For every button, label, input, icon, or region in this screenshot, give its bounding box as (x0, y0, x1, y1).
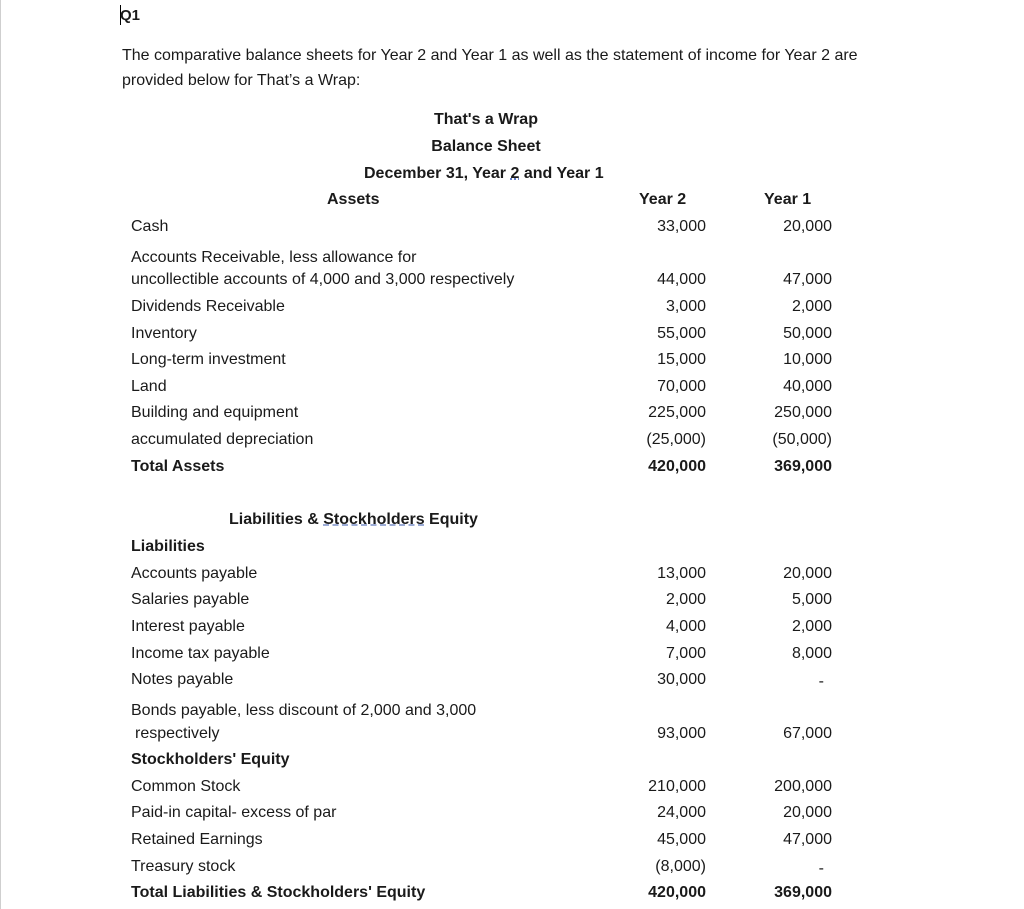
col-header-year2: Year 2 (639, 191, 687, 208)
asset-y2-cash: 33,000 (657, 218, 706, 235)
liab-label-bonds-line1: Bonds payable, less discount of 2,000 and 3,000 (131, 702, 477, 719)
equity-y2-common: 210,000 (648, 778, 706, 795)
equity-y2-paidin: 24,000 (657, 804, 706, 821)
liab-y1-bonds: 67,000 (783, 725, 832, 742)
equity-label-retained: Retained Earnings (131, 831, 263, 848)
asset-label-inventory: Inventory (131, 325, 197, 342)
asset-label-ar-line2: uncollectible accounts of 4,000 and 3,000 respectively (131, 271, 515, 288)
asset-y2-building: 225,000 (648, 404, 706, 421)
page-left-edge (0, 0, 1, 909)
total-le-y1: 369,000 (774, 884, 832, 901)
asset-y1-depreciation: (50,000) (772, 431, 832, 448)
liab-y1-interest: 2,000 (791, 618, 832, 635)
total-assets-y2: 420,000 (648, 458, 706, 475)
liab-y2-incometax: 7,000 (665, 645, 706, 662)
liabilities-equity-heading (229, 510, 478, 530)
liabilities-heading: Liabilities (131, 538, 205, 555)
asset-y1-cash: 20,000 (783, 218, 832, 235)
col-header-year1: Year 1 (764, 191, 812, 208)
total-assets-y1: 369,000 (774, 458, 832, 475)
liab-label-bonds-line2: respectively (135, 725, 220, 742)
liab-y2-salaries: 2,000 (665, 591, 706, 608)
liab-y2-bonds: 93,000 (657, 725, 706, 742)
date-suffix: and Year 1 (519, 165, 604, 182)
le-heading-underlined: Stockholders (323, 511, 425, 528)
liab-y2-ap: 13,000 (657, 565, 706, 582)
asset-y2-inventory: 55,000 (657, 325, 706, 342)
equity-label-treasury: Treasury stock (131, 858, 236, 875)
equity-label-common: Common Stock (131, 778, 241, 795)
le-heading-suffix: Equity (424, 511, 478, 528)
liab-y1-incometax: 8,000 (791, 645, 832, 662)
date-year-number: 2 (510, 165, 520, 182)
total-assets-label: Total Assets (131, 458, 225, 475)
equity-label-paidin: Paid-in capital- excess of par (131, 804, 337, 821)
asset-y1-ar: 47,000 (783, 271, 832, 288)
company-name: That's a Wrap (434, 111, 538, 128)
date-line (364, 164, 604, 184)
equity-y1-retained: 47,000 (783, 831, 832, 848)
equity-y2-retained: 45,000 (657, 831, 706, 848)
liab-y1-salaries: 5,000 (791, 591, 832, 608)
asset-label-ar-line1: Accounts Receivable, less allowance for (131, 249, 417, 266)
asset-label-investment: Long-term investment (131, 351, 286, 368)
liab-label-interest: Interest payable (131, 618, 245, 635)
question-label: Q1 (120, 7, 141, 24)
asset-label-depreciation: accumulated depreciation (131, 431, 314, 448)
liab-y2-notes: 30,000 (657, 671, 706, 688)
liab-label-salaries: Salaries payable (131, 591, 250, 608)
liab-y2-interest: 4,000 (665, 618, 706, 635)
equity-heading: Stockholders' Equity (131, 751, 290, 768)
asset-y1-investment: 10,000 (783, 351, 832, 368)
asset-y1-dividends: 2,000 (791, 298, 832, 315)
total-le-y2: 420,000 (648, 884, 706, 901)
asset-label-cash: Cash (131, 218, 169, 235)
equity-y1-common: 200,000 (774, 778, 832, 795)
asset-y1-land: 40,000 (783, 378, 832, 395)
liab-y1-notes: - (818, 673, 824, 690)
asset-y2-depreciation: (25,000) (646, 431, 706, 448)
asset-y2-land: 70,000 (657, 378, 706, 395)
asset-y2-dividends: 3,000 (665, 298, 706, 315)
asset-y2-investment: 15,000 (657, 351, 706, 368)
assets-heading: Assets (327, 191, 380, 208)
asset-y1-inventory: 50,000 (783, 325, 832, 342)
liab-label-incometax: Income tax payable (131, 645, 270, 662)
asset-label-land: Land (131, 378, 167, 395)
asset-label-building: Building and equipment (131, 404, 299, 421)
equity-y1-treasury: - (818, 860, 824, 877)
statement-title: Balance Sheet (431, 138, 541, 155)
total-le-label: Total Liabilities & Stockholders' Equity (131, 884, 426, 901)
asset-y2-ar: 44,000 (657, 271, 706, 288)
liab-y1-ap: 20,000 (783, 565, 832, 582)
intro-paragraph: The comparative balance sheets for Year 2 and Year 1 as well as the statement of income for Year 2 are provided below for That’s a Wrap: (122, 47, 858, 89)
equity-y2-treasury: (8,000) (655, 858, 706, 875)
asset-y1-building: 250,000 (774, 404, 832, 421)
equity-y1-paidin: 20,000 (783, 804, 832, 821)
liab-label-notes: Notes payable (131, 671, 234, 688)
asset-label-dividends: Dividends Receivable (131, 298, 285, 315)
le-heading-prefix: Liabilities & (229, 511, 324, 528)
date-prefix: December 31, Year (364, 165, 511, 182)
liab-label-ap: Accounts payable (131, 565, 258, 582)
